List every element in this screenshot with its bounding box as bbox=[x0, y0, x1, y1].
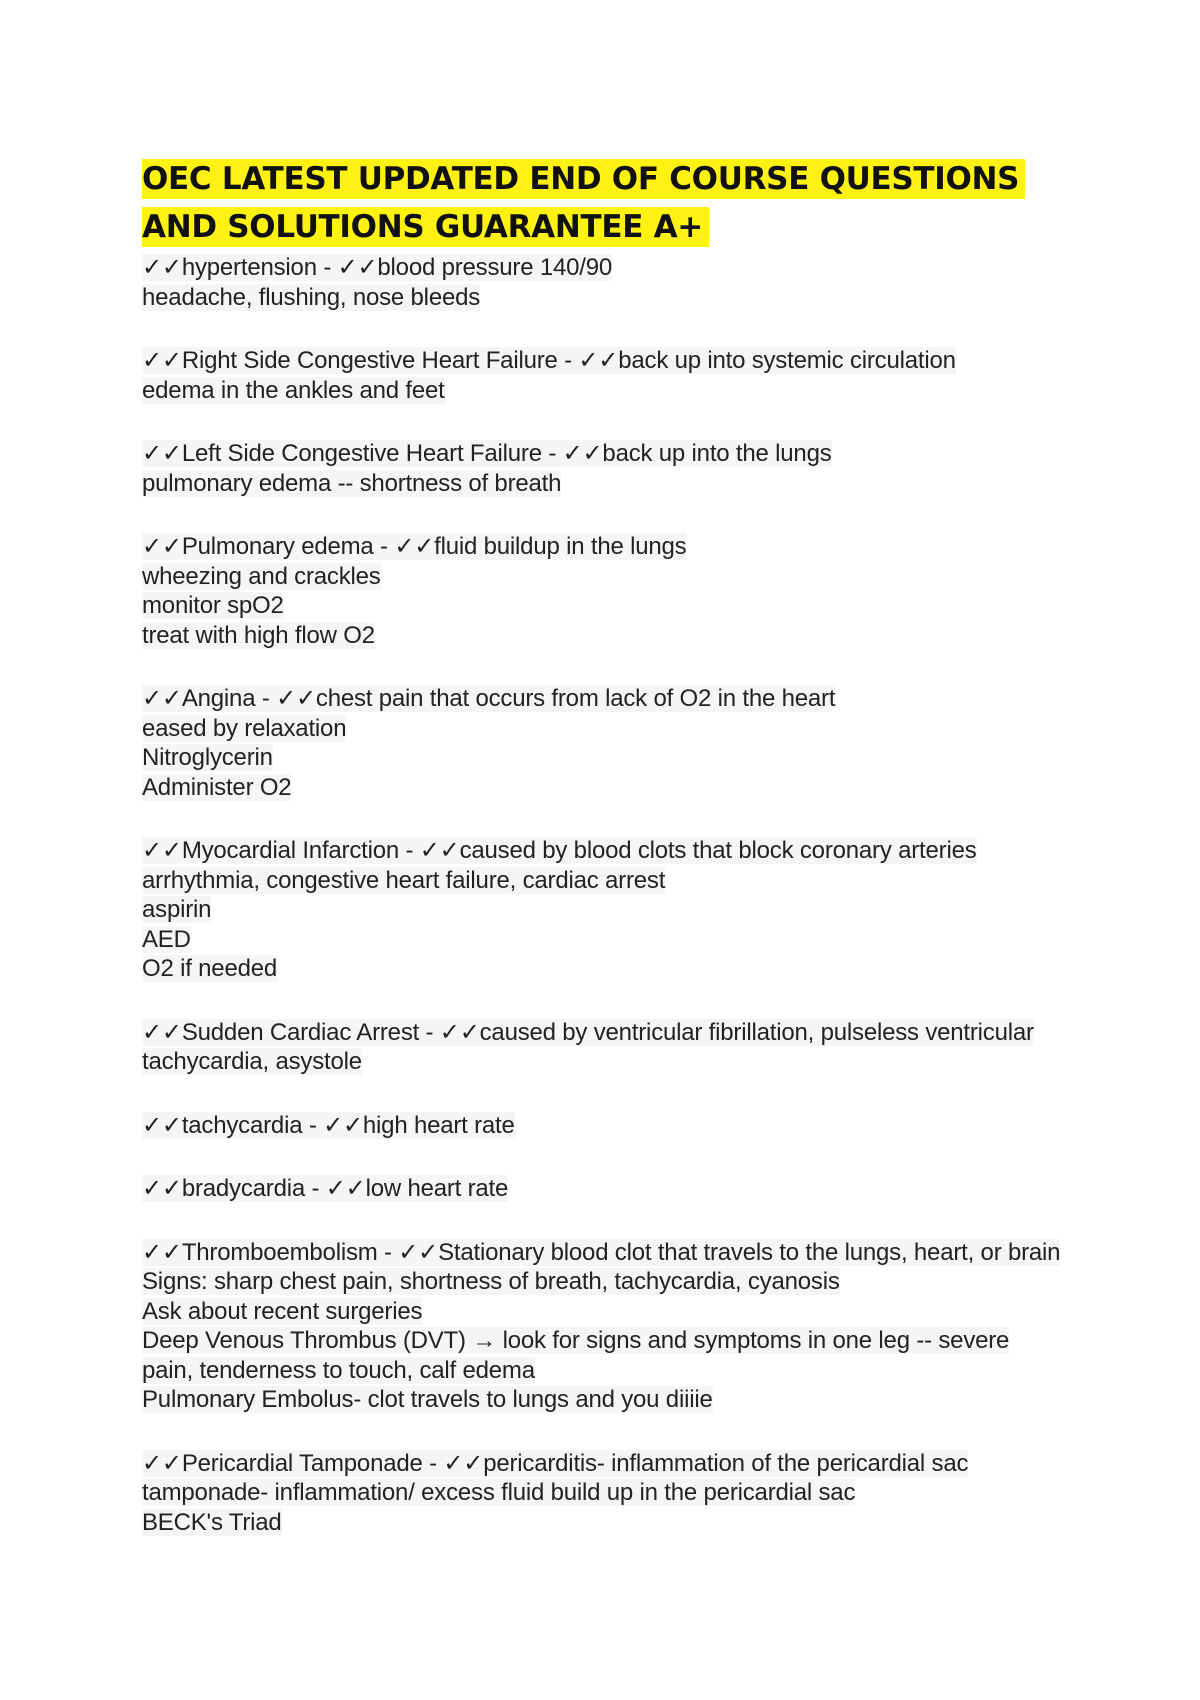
qa-detail-text: treat with high flow O2 bbox=[142, 621, 375, 649]
qa-detail-text: aspirin bbox=[142, 896, 212, 923]
qa-detail-line bbox=[142, 773, 1082, 803]
qa-detail-text: Ask about recent surgeries bbox=[142, 1297, 423, 1325]
qa-entry bbox=[142, 439, 1082, 498]
qa-detail-line bbox=[142, 1297, 1082, 1327]
qa-detail-line bbox=[142, 376, 1082, 406]
qa-term-text: ✓✓Myocardial Infarction - ✓✓caused by blood clots that block coronary arteries bbox=[142, 837, 977, 864]
qa-term-text: ✓✓Angina - ✓✓chest pain that occurs from lack of O2 in the heart bbox=[142, 685, 836, 712]
qa-detail-text: wheezing and crackles bbox=[142, 562, 381, 590]
qa-entry bbox=[142, 1449, 1082, 1538]
qa-detail-text: AED bbox=[142, 925, 191, 953]
qa-term-line bbox=[142, 253, 1082, 283]
qa-detail-line bbox=[142, 1356, 1082, 1386]
qa-term-line bbox=[142, 439, 1082, 469]
qa-entry bbox=[142, 836, 1082, 984]
qa-term-text: ✓✓Right Side Congestive Heart Failure - ✓✓back up into systemic circulation bbox=[142, 347, 956, 374]
qa-term-line bbox=[142, 1111, 1082, 1141]
qa-term-text: ✓✓Thromboembolism - ✓✓Stationary blood clot that travels to the lungs, heart, or brain bbox=[142, 1238, 1061, 1266]
qa-entry bbox=[142, 1111, 1082, 1141]
qa-detail-line bbox=[142, 562, 1082, 592]
qa-detail-line bbox=[142, 1326, 1082, 1356]
qa-detail-text: BECK's Triad bbox=[142, 1508, 282, 1536]
qa-entry bbox=[142, 253, 1082, 312]
qa-term-line bbox=[142, 836, 1082, 866]
qa-entry bbox=[142, 532, 1082, 650]
document-title bbox=[142, 155, 1082, 251]
qa-detail-text: pain, tenderness to touch, calf edema bbox=[142, 1356, 535, 1384]
entry-list bbox=[142, 253, 1082, 1537]
qa-detail-line bbox=[142, 1047, 1082, 1077]
qa-detail-line bbox=[142, 895, 1082, 925]
qa-detail-line bbox=[142, 1385, 1082, 1415]
qa-detail-line bbox=[142, 469, 1082, 499]
qa-detail-line bbox=[142, 714, 1082, 744]
qa-detail-text: tamponade- inflammation/ excess fluid build up in the pericardial sac bbox=[142, 1479, 856, 1506]
qa-detail-text: Nitroglycerin bbox=[142, 744, 273, 771]
qa-detail-text: Signs: sharp chest pain, shortness of breath, tachycardia, cyanosis bbox=[142, 1268, 840, 1295]
qa-term-line bbox=[142, 1238, 1082, 1268]
qa-term-line bbox=[142, 1018, 1082, 1048]
qa-entry bbox=[142, 1238, 1082, 1415]
qa-term-line bbox=[142, 1449, 1082, 1479]
qa-detail-text: edema in the ankles and feet bbox=[142, 376, 445, 404]
qa-term-text: ✓✓Pericardial Tamponade - ✓✓pericarditis- inflammation of the pericardial sac bbox=[142, 1449, 969, 1477]
qa-term-text: ✓✓bradycardia - ✓✓low heart rate bbox=[142, 1175, 509, 1202]
document-page bbox=[142, 155, 1082, 1571]
qa-entry bbox=[142, 346, 1082, 405]
qa-term-text: ✓✓Sudden Cardiac Arrest - ✓✓caused by ventricular fibrillation, pulseless ventricular bbox=[142, 1018, 1034, 1046]
qa-detail-line bbox=[142, 1508, 1082, 1538]
qa-term-text: ✓✓Pulmonary edema - ✓✓fluid buildup in the lungs bbox=[142, 533, 687, 560]
qa-detail-text: Deep Venous Thrombus (DVT) → look for signs and symptoms in one leg -- severe bbox=[142, 1327, 1010, 1354]
qa-detail-text: Administer O2 bbox=[142, 773, 292, 801]
qa-detail-line bbox=[142, 954, 1082, 984]
qa-detail-text: tachycardia, asystole bbox=[142, 1048, 362, 1075]
qa-detail-text: eased by relaxation bbox=[142, 714, 347, 742]
qa-detail-line bbox=[142, 283, 1082, 313]
qa-detail-text: Pulmonary Embolus- clot travels to lungs and you diiiie bbox=[142, 1386, 713, 1413]
qa-detail-text: monitor spO2 bbox=[142, 592, 284, 619]
qa-entry bbox=[142, 1018, 1082, 1077]
qa-term-line bbox=[142, 346, 1082, 376]
qa-entry bbox=[142, 1174, 1082, 1204]
document-title-text: OEC LATEST UPDATED END OF COURSE QUESTIONS AND SOLUTIONS GUARANTEE A+ bbox=[142, 159, 1025, 247]
qa-term-line bbox=[142, 1174, 1082, 1204]
qa-term-line bbox=[142, 684, 1082, 714]
qa-detail-line bbox=[142, 1267, 1082, 1297]
qa-detail-text: headache, flushing, nose bleeds bbox=[142, 283, 481, 311]
qa-term-text: ✓✓tachycardia - ✓✓high heart rate bbox=[142, 1111, 515, 1139]
qa-detail-text: pulmonary edema -- shortness of breath bbox=[142, 469, 562, 497]
qa-term-text: ✓✓hypertension - ✓✓blood pressure 140/90 bbox=[142, 254, 613, 281]
qa-detail-line bbox=[142, 621, 1082, 651]
qa-detail-text: O2 if needed bbox=[142, 955, 278, 982]
qa-detail-line bbox=[142, 866, 1082, 896]
qa-detail-line bbox=[142, 743, 1082, 773]
qa-detail-line bbox=[142, 591, 1082, 621]
qa-term-text: ✓✓Left Side Congestive Heart Failure - ✓✓back up into the lungs bbox=[142, 440, 832, 467]
qa-detail-line bbox=[142, 1478, 1082, 1508]
qa-term-line bbox=[142, 532, 1082, 562]
qa-detail-text: arrhythmia, congestive heart failure, cardiac arrest bbox=[142, 866, 666, 894]
qa-detail-line bbox=[142, 925, 1082, 955]
qa-entry bbox=[142, 684, 1082, 802]
